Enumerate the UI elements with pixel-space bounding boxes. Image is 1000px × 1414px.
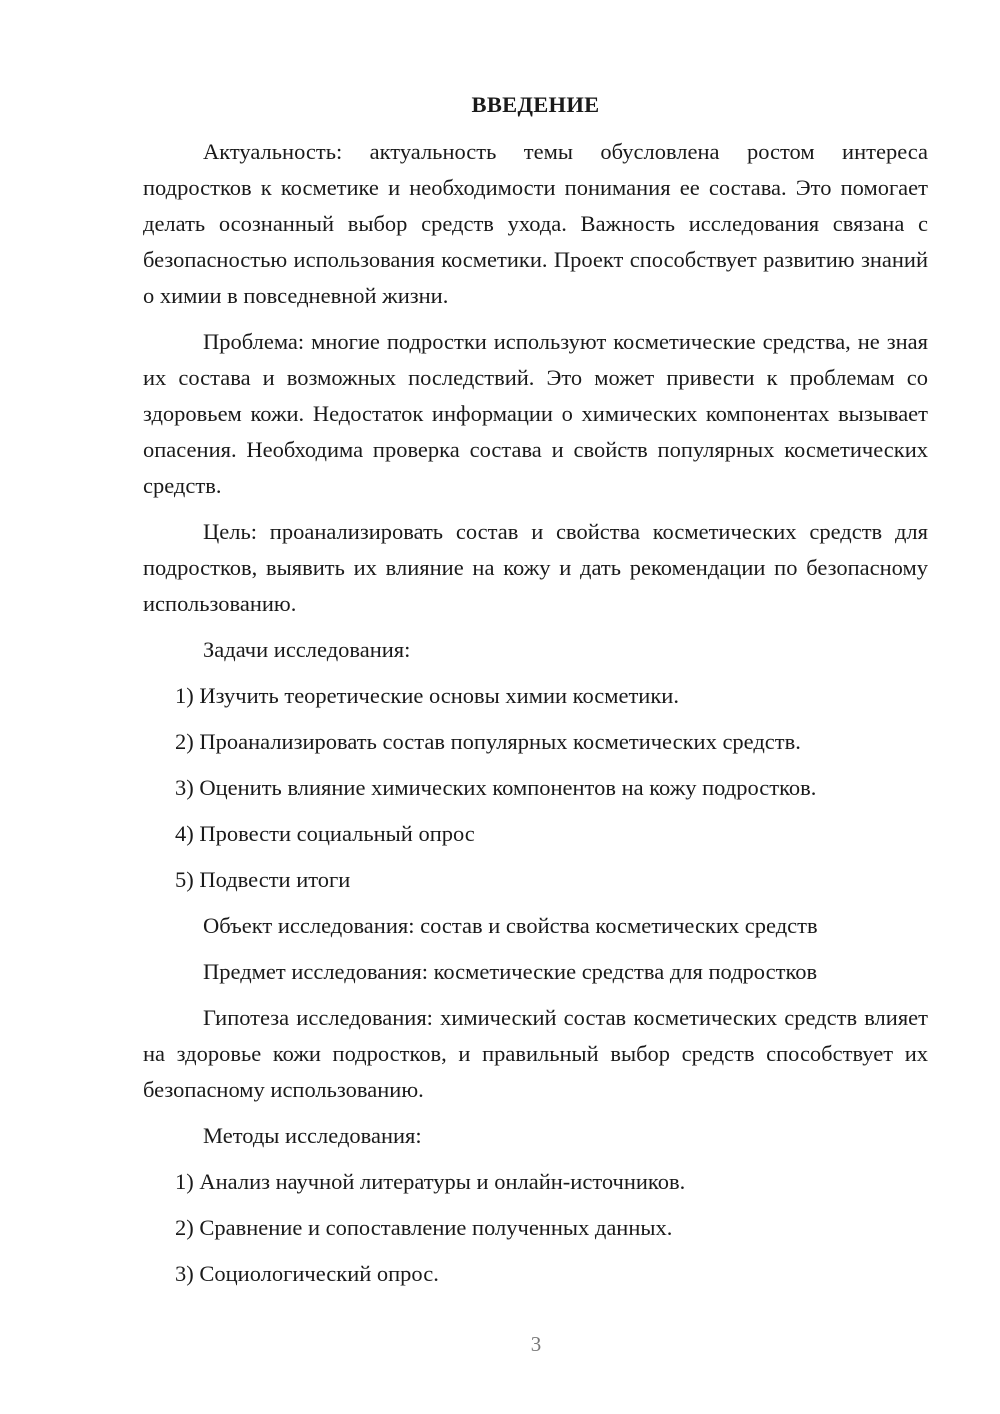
hypothesis-paragraph: Гипотеза исследования: химический состав косметических средств влияет на здоровье кожи подростков, и правильный выбор средств способствует их безопасному использованию. — [143, 1005, 928, 1102]
subject-paragraph: Предмет исследования: косметические средства для подростков — [203, 959, 818, 984]
goal-paragraph: Цель: проанализировать состав и свойства косметических средств для подростков, выявить их влияние на кожу и дать рекомендации по безопасному использованию. — [143, 519, 928, 616]
list-item: 4) Провести социальный опрос — [175, 821, 475, 846]
document-page — [143, 90, 928, 1302]
list-item: 1) Изучить теоретические основы химии косметики. — [175, 683, 679, 708]
section-heading: ВВЕДЕНИЕ — [471, 92, 600, 117]
list-item: 5) Подвести итоги — [175, 867, 351, 892]
relevance-paragraph: Актуальность: актуальность темы обусловлена ростом интереса подростков к косметике и необходимости понимания ее состава. Это помогает делать осознанный выбор средств ухода. Важность исследования связана с безопасностью использования косметики. Проект способствует развитию знаний о химии в повседневной жизни. — [143, 139, 928, 308]
list-item: 2) Проанализировать состав популярных косметических средств. — [175, 729, 801, 754]
object-paragraph: Объект исследования: состав и свойства косметических средств — [203, 913, 818, 938]
page-number: 3 — [530, 1332, 542, 1356]
methods-title: Методы исследования: — [203, 1123, 422, 1148]
tasks-title: Задачи исследования: — [203, 637, 411, 662]
list-item: 3) Оценить влияние химических компонентов на кожу подростков. — [175, 775, 817, 800]
list-item: 3) Социологический опрос. — [175, 1261, 439, 1286]
list-item: 1) Анализ научной литературы и онлайн-источников. — [175, 1169, 686, 1194]
list-item: 2) Сравнение и сопоставление полученных данных. — [175, 1215, 673, 1240]
problem-paragraph: Проблема: многие подростки используют косметические средства, не зная их состава и возможных последствий. Это может привести к проблемам со здоровьем кожи. Недостаток информации о химических компонентах вызывает опасения. Необходима проверка состава и свойств популярных косметических средств. — [143, 329, 928, 498]
